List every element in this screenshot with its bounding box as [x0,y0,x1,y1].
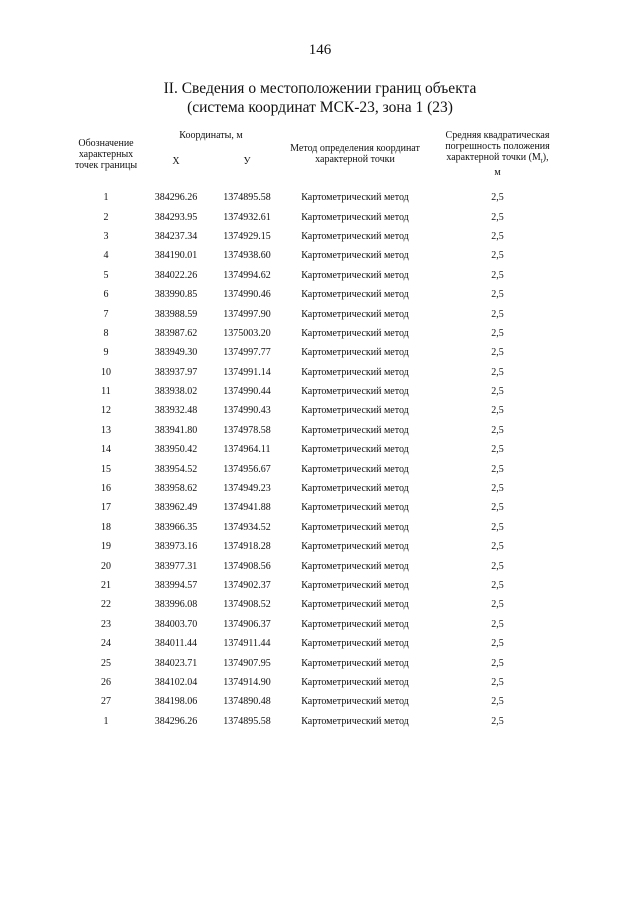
cell-point-number: 1 [103,192,109,204]
table-row [72,266,567,285]
cell-coordinate-x: 384237.34 [154,230,198,242]
cell-coordinate-x: 384296.26 [154,715,198,727]
cell-method: Картометрический метод [301,463,409,475]
cell-coordinate-y: 1374895.58 [223,715,271,727]
cell-coordinate-x: 383937.97 [154,366,198,378]
table-row [72,595,567,614]
cell-coordinate-x: 383954.52 [154,463,198,475]
cell-point-number: 19 [101,541,111,553]
cell-coordinate-y: 1374990.46 [223,289,271,301]
cell-point-number: 16 [101,483,111,495]
table-row [72,692,567,711]
cell-method: Картометрический метод [301,715,409,727]
cell-point-number: 17 [101,502,111,514]
cell-coordinate-x: 384003.70 [154,618,198,630]
cell-point-number: 26 [101,676,111,688]
cell-point-number: 15 [101,463,111,475]
cell-accuracy: 2,5 [491,560,504,572]
cell-point-number: 1 [103,715,109,727]
header-accuracy-unit: м [494,167,501,178]
cell-accuracy: 2,5 [491,676,504,688]
cell-coordinate-x: 383938.02 [154,386,198,398]
cell-method: Картометрический метод [301,541,409,553]
table-row [72,324,567,343]
cell-point-number: 8 [103,327,109,339]
table-body [72,180,567,731]
cell-coordinate-y: 1374908.52 [223,599,271,611]
table-row [72,304,567,323]
header-accuracy-subscript: t [540,157,543,165]
cell-coordinate-x: 383941.80 [154,424,198,436]
cell-coordinate-x: 384011.44 [154,638,198,650]
cell-coordinate-x: 383950.42 [154,444,198,456]
cell-point-number: 2 [103,211,109,223]
cell-coordinate-y: 1374964.11 [223,444,271,456]
cell-accuracy: 2,5 [491,327,504,339]
cell-method: Картометрический метод [301,657,409,669]
cell-accuracy: 2,5 [491,366,504,378]
cell-point-number: 3 [103,230,109,242]
table-row [72,382,567,401]
header-y: У [243,155,251,167]
cell-coordinate-y: 1374934.52 [223,521,271,533]
cell-accuracy: 2,5 [491,308,504,320]
cell-method: Картометрический метод [301,618,409,630]
cell-coordinate-y: 1374908.56 [223,560,271,572]
cell-method: Картометрический метод [301,405,409,417]
table-row [72,440,567,459]
cell-accuracy: 2,5 [491,483,504,495]
cell-accuracy: 2,5 [491,405,504,417]
cell-point-number: 4 [103,250,109,262]
cell-method: Картометрический метод [301,250,409,262]
cell-accuracy: 2,5 [491,424,504,436]
cell-point-number: 5 [103,269,109,281]
cell-method: Картометрический метод [301,444,409,456]
cell-method: Картометрический метод [301,696,409,708]
cell-method: Картометрический метод [301,521,409,533]
cell-coordinate-y: 1374932.61 [223,211,271,223]
cell-point-number: 6 [103,289,109,301]
cell-coordinate-y: 1374978.58 [223,424,271,436]
cell-point-number: 18 [101,521,111,533]
cell-point-number: 25 [101,657,111,669]
cell-method: Картометрический метод [301,580,409,591]
cell-method: Картометрический метод [301,308,409,320]
cell-accuracy: 2,5 [491,444,504,456]
table-row [72,518,567,537]
header-accuracy-text: Средняя квадратическая погрешность положения характерной точки (M [445,130,550,163]
cell-method: Картометрический метод [301,269,409,281]
cell-coordinate-y: 1374907.95 [223,657,271,669]
cell-point-number: 10 [101,366,111,378]
cell-point-number: 11 [101,386,111,398]
cell-coordinate-y: 1374949.23 [223,483,271,495]
table-row [72,615,567,634]
header-accuracy [428,128,567,180]
cell-coordinate-y: 1374994.62 [223,269,271,281]
cell-coordinate-x: 383988.59 [154,308,198,320]
cell-accuracy: 2,5 [491,657,504,669]
cell-method: Картометрический метод [301,676,409,688]
cell-method: Картометрический метод [301,560,409,572]
cell-accuracy: 2,5 [491,502,504,514]
cell-point-number: 7 [103,308,109,320]
cell-point-number: 9 [103,347,109,359]
document-title [0,79,640,117]
cell-coordinate-x: 383987.62 [154,327,198,339]
cell-method: Картометрический метод [301,599,409,611]
cell-coordinate-x: 383932.48 [154,405,198,417]
cell-coordinate-x: 383994.57 [154,580,198,591]
cell-coordinate-y: 1374938.60 [223,250,271,262]
cell-coordinate-y: 1374929.15 [223,230,271,242]
table-row [72,207,567,226]
cell-accuracy: 2,5 [491,289,504,301]
cell-accuracy: 2,5 [491,463,504,475]
cell-coordinate-y: 1374890.48 [223,696,271,708]
title-line-1: II. Сведения о местоположении границ объекта [163,80,477,97]
cell-accuracy: 2,5 [491,269,504,281]
cell-accuracy: 2,5 [491,638,504,650]
cell-coordinate-x: 383990.85 [154,289,198,301]
table-row [72,459,567,478]
cell-method: Картометрический метод [301,366,409,378]
table-row [72,556,567,575]
header-x: X [172,155,180,167]
cell-coordinate-y: 1374990.43 [223,405,271,417]
table-row [72,498,567,517]
header-point: Обозначение характерных точек границы [74,137,138,171]
cell-method: Картометрический метод [301,230,409,242]
cell-method: Картометрический метод [301,347,409,359]
cell-accuracy: 2,5 [491,618,504,630]
header-accuracy-close: ), [542,152,549,163]
table-row [72,401,567,420]
cell-coordinate-y: 1374997.90 [223,308,271,320]
cell-coordinate-x: 383966.35 [154,521,198,533]
cell-coordinate-x: 384296.26 [154,192,198,204]
table-row [72,634,567,653]
table-row [72,227,567,246]
cell-accuracy: 2,5 [491,541,504,553]
cell-coordinate-x: 383962.49 [154,502,198,514]
cell-method: Картометрический метод [301,483,409,495]
cell-coordinate-y: 1374997.77 [223,347,271,359]
cell-coordinate-y: 1375003.20 [223,327,271,339]
cell-accuracy: 2,5 [491,715,504,727]
cell-method: Картометрический метод [301,638,409,650]
cell-point-number: 20 [101,560,111,572]
cell-accuracy: 2,5 [491,580,504,591]
cell-accuracy: 2,5 [491,211,504,223]
cell-coordinate-x: 384293.95 [154,211,198,223]
coordinates-table [72,128,567,731]
cell-point-number: 22 [101,599,111,611]
table-row [72,576,567,595]
cell-accuracy: 2,5 [491,521,504,533]
cell-accuracy: 2,5 [491,599,504,611]
cell-method: Картометрический метод [301,289,409,301]
cell-coordinate-x: 383949.30 [154,347,198,359]
cell-coordinate-x: 384023.71 [154,657,198,669]
cell-coordinate-y: 1374906.37 [223,618,271,630]
cell-method: Картометрический метод [301,192,409,204]
cell-accuracy: 2,5 [491,250,504,262]
cell-method: Картометрический метод [301,502,409,514]
cell-coordinate-y: 1374911.44 [223,638,271,650]
cell-accuracy: 2,5 [491,230,504,242]
page-number: 146 [308,42,332,58]
cell-method: Картометрический метод [301,424,409,436]
cell-point-number: 13 [101,424,111,436]
cell-coordinate-x: 383958.62 [154,483,198,495]
table-header [72,128,567,180]
cell-accuracy: 2,5 [491,192,504,204]
cell-method: Картометрический метод [301,386,409,398]
table-row [72,421,567,440]
table-row [72,673,567,692]
cell-coordinate-y: 1374941.88 [223,502,271,514]
table-row [72,537,567,556]
cell-accuracy: 2,5 [491,386,504,398]
cell-coordinate-y: 1374902.37 [223,580,271,591]
cell-coordinate-y: 1374956.67 [223,463,271,475]
cell-method: Картометрический метод [301,211,409,223]
cell-point-number: 23 [101,618,111,630]
cell-coordinate-x: 383977.31 [154,560,198,572]
cell-point-number: 24 [101,638,111,650]
cell-method: Картометрический метод [301,327,409,339]
cell-coordinate-x: 384198.06 [154,696,198,708]
cell-accuracy: 2,5 [491,347,504,359]
cell-coordinate-y: 1374990.44 [223,386,271,398]
table-row [72,363,567,382]
cell-point-number: 12 [101,405,111,417]
table-row [72,479,567,498]
table-row [72,285,567,304]
cell-coordinate-x: 384190.01 [154,250,198,262]
cell-coordinate-x: 383973.16 [154,541,198,553]
table-row [72,343,567,362]
table-row [72,188,567,207]
cell-point-number: 14 [101,444,111,456]
cell-coordinate-y: 1374918.28 [223,541,271,553]
header-coordinates: Координаты, м [179,129,243,141]
cell-coordinate-x: 383996.08 [154,599,198,611]
cell-coordinate-y: 1374991.14 [223,366,271,378]
title-line-2: (система координат МСК-23, зона 1 (23) [187,99,453,116]
table-row [72,246,567,265]
cell-coordinate-x: 384102.04 [154,676,198,688]
cell-coordinate-y: 1374895.58 [223,192,271,204]
header-method: Метод определения координат характерной точки [290,143,420,165]
cell-point-number: 27 [101,696,111,708]
cell-coordinate-x: 384022.26 [154,269,198,281]
cell-point-number: 21 [101,580,111,591]
table-row [72,712,567,731]
cell-coordinate-y: 1374914.90 [223,676,271,688]
cell-accuracy: 2,5 [491,696,504,708]
table-row [72,653,567,672]
